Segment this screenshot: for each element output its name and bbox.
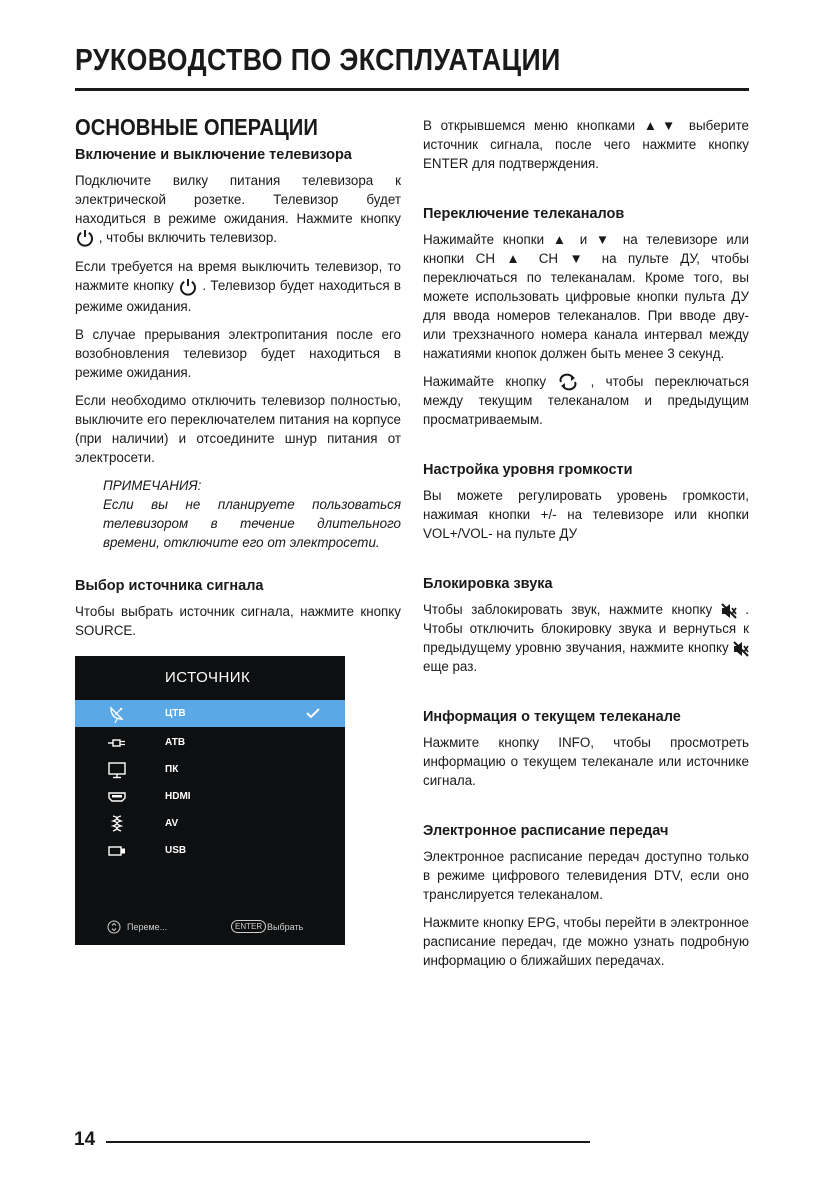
power-paragraph-3: В случае прерывания электропитания после его возобновления телевизор будет находиться в режиме ожидания. xyxy=(75,326,401,380)
source-item-av[interactable] xyxy=(75,810,345,837)
source-item-atv[interactable] xyxy=(75,729,345,756)
source-item-usb[interactable] xyxy=(75,837,345,864)
power-p1-end: , чтобы включить телевизор. xyxy=(98,230,278,245)
source-item-label: ПК xyxy=(165,763,179,775)
volume-heading: Настройка уровня громкости xyxy=(423,462,633,479)
source-paragraph: Чтобы выбрать источник сигнала, нажмите кнопку SOURCE. xyxy=(75,603,401,638)
footer-move-label: Переме... xyxy=(127,921,168,932)
antenna-plug-icon xyxy=(107,733,127,753)
source-item-label: АТВ xyxy=(165,736,186,748)
source-menu-screenshot xyxy=(75,656,345,945)
note-block xyxy=(103,476,401,552)
mute-icon xyxy=(733,641,749,657)
checkmark-icon xyxy=(305,705,321,724)
footer-select-label: Выбрать xyxy=(267,921,304,932)
power-p2-text: Если требуется на время выключить телевизор, то нажмите кнопку xyxy=(75,259,401,294)
source-item-pc[interactable] xyxy=(75,756,345,783)
hdmi-icon xyxy=(107,787,127,807)
page-title: РУКОВОДСТВО ПО ЭКСПЛУАТАЦИИ xyxy=(75,42,561,77)
source-item-label: USB xyxy=(165,844,187,856)
source-menu-title: ИСТОЧНИК xyxy=(165,669,251,687)
epg-paragraph-1: Электронное расписание передач доступно только в режиме цифрового телевидения DTV, если оно транслируется телеканалом. xyxy=(423,849,749,903)
mute-heading: Блокировка звука xyxy=(423,576,553,593)
recall-icon xyxy=(557,373,579,391)
power-paragraph-4: Если необходимо отключить телевизор полностью, выключите его переключателем питания на корпусе (при наличии) и отсоедините шнур питания от электросети. xyxy=(75,392,401,465)
channels-p2-text: Нажимайте кнопку xyxy=(423,374,547,389)
section-title: ОСНОВНЫЕ ОПЕРАЦИИ xyxy=(75,114,318,140)
note-title: ПРИМЕЧАНИЯ: xyxy=(103,477,202,493)
av-connector-icon xyxy=(107,814,127,834)
info-heading: Информация о текущем телеканале xyxy=(423,709,681,726)
channels-paragraph-2 xyxy=(423,372,749,429)
mute-p1-end: . Чтобы отключить блокировку звука и вернуться к предыдущему уровню звучания, нажмите кнопку xyxy=(423,602,749,656)
left-column xyxy=(75,114,401,945)
monitor-icon xyxy=(107,760,127,780)
source-menu-footer xyxy=(107,920,347,936)
epg-heading: Электронное расписание передач xyxy=(423,823,669,840)
mute-p1-text: Чтобы заблокировать звук, нажмите кнопку xyxy=(423,602,713,618)
power-paragraph-2 xyxy=(75,257,401,315)
power-p1-text: Подключите вилку питания телевизора к электрической розетке. Телевизор будет находиться в режиме ожидания. Нажмите кнопку xyxy=(75,173,401,226)
channels-paragraph-1: Нажимайте кнопки ▲ и ▼ на телевизоре или кнопки CH ▲ CH ▼ на пульте ДУ, чтобы переключаться по телеканалам. Кроме того, вы можете использовать цифровые кнопки пульта ДУ для ввода номеров телеканалов. При вводе дву- или трехзначного номера канала интервал между нажатиями кнопок должен быть менее 3 секунд. xyxy=(423,232,749,361)
power-paragraph-1 xyxy=(75,171,401,248)
title-divider xyxy=(75,88,749,91)
satellite-dish-icon xyxy=(107,704,127,724)
volume-paragraph: Вы можете регулировать уровень громкости, нажимая кнопки +/- на телевизоре или кнопки VOL+/VOL- на пульте ДУ xyxy=(423,488,749,542)
power-p2-end: . Телевизор будет находиться в режиме ожидания. xyxy=(75,278,401,314)
mute-icon xyxy=(721,603,737,619)
power-heading: Включение и выключение телевизора xyxy=(75,147,352,163)
enter-key-icon: ENTER xyxy=(231,920,266,933)
usb-icon xyxy=(107,841,127,861)
epg-paragraph-2: Нажмите кнопку EPG, чтобы перейти в электронное расписание передач, где можно узнать подробную информацию о ближайших передачах. xyxy=(423,915,749,969)
source-item-label: AV xyxy=(165,817,179,829)
source-item-dtv[interactable] xyxy=(75,700,345,727)
source-item-label: ЦТВ xyxy=(165,707,186,719)
power-icon xyxy=(178,277,198,297)
updown-arrows-icon xyxy=(107,920,121,936)
channels-p2-end: , чтобы переключаться между текущим телеканалом и предыдущим просматриваемым. xyxy=(423,374,749,428)
footer-divider xyxy=(106,1141,590,1143)
note-text: Если вы не планируете пользоваться телевизором в течение длительного времени, отключите его от электросети. xyxy=(103,496,401,550)
source-item-hdmi[interactable] xyxy=(75,783,345,810)
mute-paragraph xyxy=(423,600,749,676)
right-column xyxy=(423,116,749,979)
source-heading: Выбор источника сигнала xyxy=(75,577,264,594)
channels-heading: Переключение телеканалов xyxy=(423,206,625,222)
mute-p1-end2: еще раз. xyxy=(423,659,478,675)
power-icon xyxy=(75,228,95,248)
page-number: 14 xyxy=(74,1129,96,1150)
info-paragraph: Нажмите кнопку INFO, чтобы просмотреть информацию о текущем телеканале или источнике сигнала. xyxy=(423,735,749,789)
source-continued-paragraph: В открывшемся меню кнопками ▲▼ выберите источник сигнала, после чего нажмите кнопку ENTER для подтверждения. xyxy=(423,118,749,171)
source-item-label: HDMI xyxy=(165,790,191,802)
